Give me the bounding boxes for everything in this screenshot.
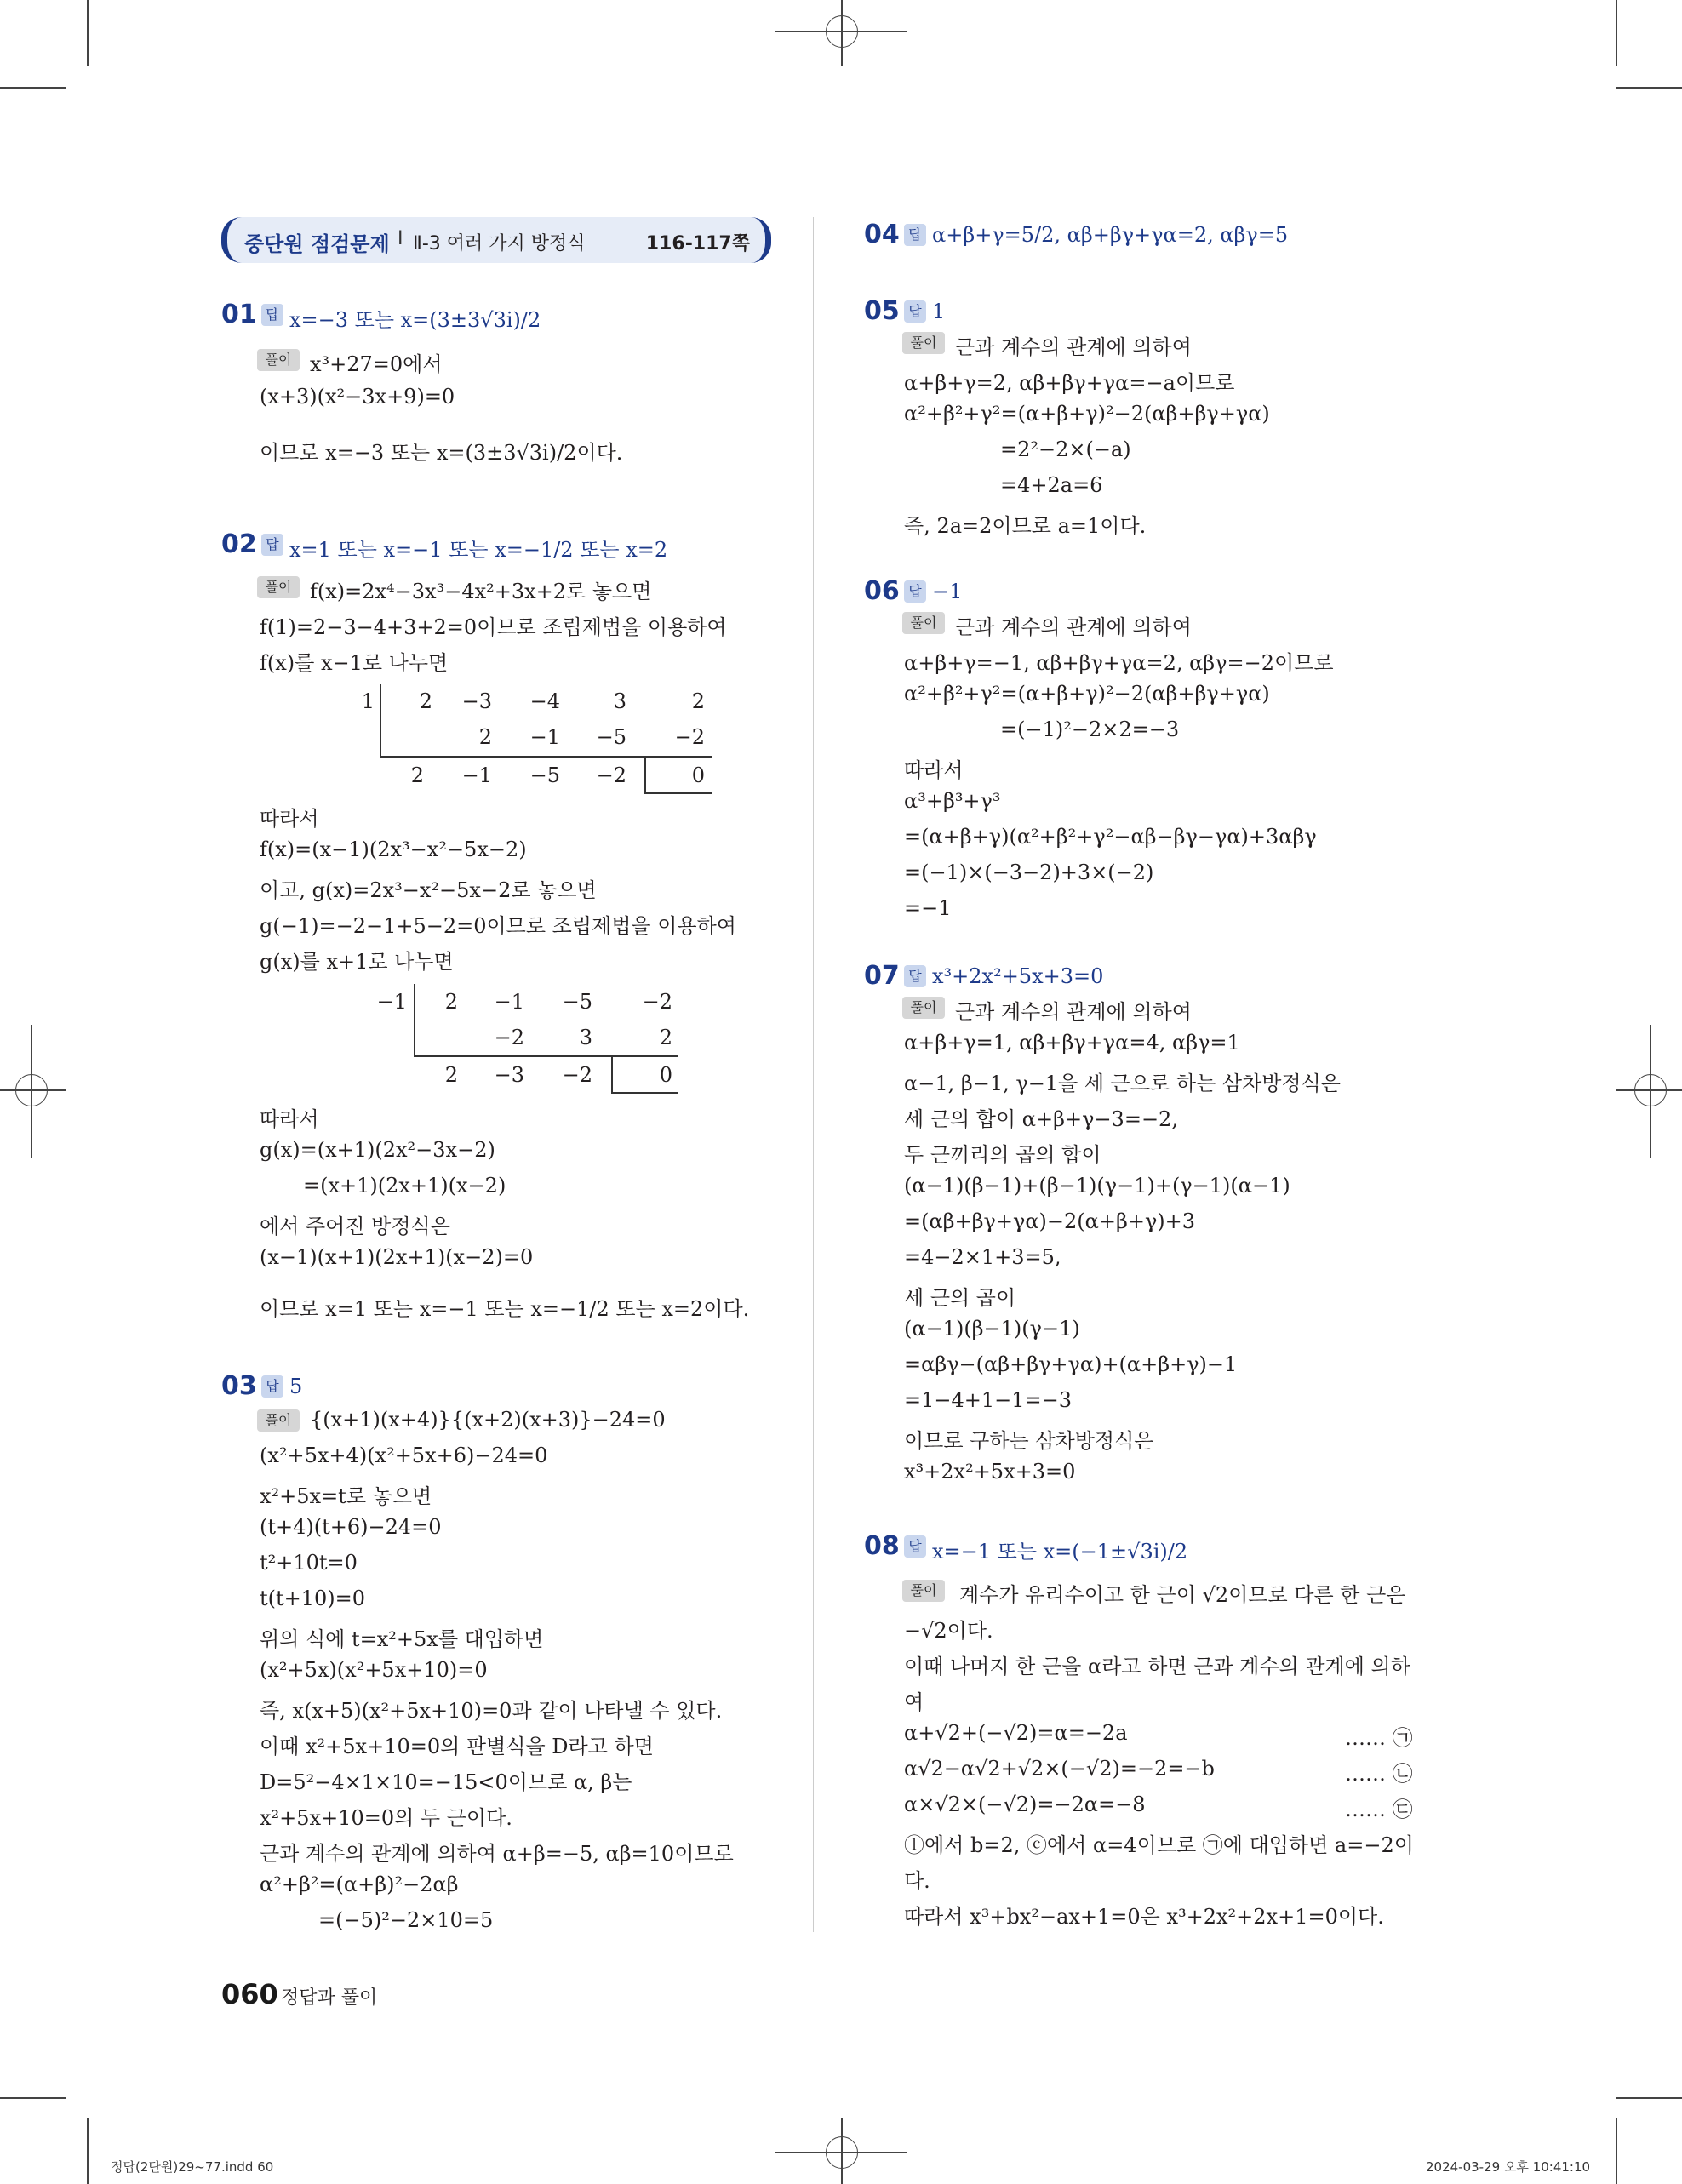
synth-cell: −4	[529, 689, 560, 713]
answer-text: 5	[289, 1375, 303, 1398]
solution-line: α√2−α√2+√2×(−√2)=−2=−b	[904, 1757, 1215, 1781]
synth-remainder-box	[611, 1055, 613, 1093]
solution-line: α+√2+(−√2)=α=−2a	[904, 1721, 1128, 1745]
solution-line: 여	[904, 1690, 924, 1714]
solution-line: α+β+γ=2, αβ+βγ+γα=−a이므로	[904, 371, 1235, 395]
crop-mark	[1616, 0, 1617, 66]
solution-line: g(−1)=−2−1+5−2=0이므로 조립제법을 이용하여	[260, 914, 736, 938]
answer-tag: 답	[261, 534, 283, 556]
solution-line: (x−1)(x+1)(2x+1)(x−2)=0	[260, 1245, 534, 1269]
solution-line: g(x)를 x+1로 나누면	[260, 950, 454, 974]
synth-cell: −2	[674, 725, 705, 749]
answer-tag: 답	[904, 1535, 926, 1558]
problem-number: 02	[221, 529, 257, 559]
answer-text: α+β+γ=5/2, αβ+βγ+γα=2, αβγ=5	[932, 223, 1289, 247]
synth-divisor: −1	[376, 990, 407, 1014]
problem-number: 04	[864, 220, 900, 249]
registration-mark	[1616, 1089, 1682, 1091]
header-section: Ⅱ-3 여러 가지 방정식	[413, 233, 586, 254]
crop-mark	[1616, 87, 1682, 89]
synth-line	[414, 1055, 678, 1057]
problem-number: 01	[221, 300, 257, 329]
solution-line: 계수가 유리수이고 한 근이 √2이므로 다른 한 근은	[959, 1583, 1406, 1607]
answer-tag: 답	[904, 224, 926, 246]
synth-cell: −1	[494, 990, 524, 1014]
synth-cell: −2	[642, 990, 672, 1014]
problem-number: 05	[864, 296, 900, 326]
solution-line: =1−4+1−1=−3	[904, 1388, 1073, 1412]
solution-line: g(x)=(x+1)(2x²−3x−2)	[260, 1138, 495, 1162]
solution-line: 즉, 2a=2이므로 a=1이다.	[904, 514, 1147, 538]
crop-mark	[87, 2118, 89, 2184]
solution-line: 근과 계수의 관계에 의하여 α+β=−5, αβ=10이므로	[260, 1842, 734, 1866]
solution-line: 위의 식에 t=x²+5x를 대입하면	[260, 1627, 544, 1651]
solution-line: α+β+γ=−1, αβ+βγ+γα=2, αβγ=−2이므로	[904, 651, 1334, 675]
solution-line: {(x+1)(x+4)}{(x+2)(x+3)}−24=0	[310, 1408, 666, 1432]
solution-tag: 풀이	[257, 1409, 300, 1432]
synth-cell: 2	[444, 990, 458, 1014]
solution-line: =4+2a=6	[1000, 473, 1103, 497]
page-number: 060	[221, 1978, 278, 2010]
registration-mark	[841, 2118, 843, 2184]
solution-line: 즉, x(x+5)(x²+5x+10)=0과 같이 나타낼 수 있다.	[260, 1699, 723, 1723]
registration-mark	[31, 1025, 32, 1158]
solution-line: 따라서	[260, 807, 319, 831]
crop-mark	[0, 87, 66, 89]
synth-line	[380, 756, 712, 758]
solution-line: =(−5)²−2×10=5	[318, 1908, 494, 1932]
answer-tag: 답	[261, 304, 283, 326]
solution-line: t²+10t=0	[260, 1551, 358, 1575]
solution-line: ⓛ에서 b=2, ⓒ에서 α=4이므로 ㉠에 대입하면 a=−2이	[904, 1833, 1414, 1857]
answer-tag: 답	[904, 300, 926, 323]
synth-cell: −1	[461, 763, 492, 787]
column-divider	[813, 217, 814, 1932]
solution-tag: 풀이	[257, 576, 300, 598]
solution-line: α²+β²=(α+β)²−2αβ	[260, 1872, 459, 1896]
synth-cell: −3	[461, 689, 492, 713]
synth-cell: −2	[596, 763, 626, 787]
solution-line: 이때 나머지 한 근을 α라고 하면 근과 계수의 관계에 의하	[904, 1655, 1410, 1678]
answer-text: x³+2x²+5x+3=0	[932, 964, 1104, 988]
synth-cell: 2	[410, 763, 424, 787]
solution-line: 에서 주어진 방정식은	[260, 1215, 450, 1238]
solution-line: 세 근의 합이 α+β+γ−3=−2,	[904, 1107, 1178, 1131]
synth-remainder-box	[644, 756, 646, 793]
solution-line: =(−1)×(−3−2)+3×(−2)	[904, 860, 1154, 884]
solution-line: 이므로 x=−3 또는 x=(3±3√3i)/2이다.	[260, 441, 623, 465]
solution-tag: 풀이	[902, 997, 945, 1019]
file-slug: 정답(2단원)29~77.indd 60	[111, 2159, 274, 2175]
solution-line: =2²−2×(−a)	[1000, 437, 1131, 461]
solution-line: 근과 계수의 관계에 의하여	[955, 1000, 1192, 1024]
synth-cell: 3	[613, 689, 626, 713]
solution-mark: …… ㉡	[1345, 1762, 1413, 1786]
solution-line: α²+β²+γ²=(α+β+γ)²−2(αβ+βγ+γα)	[904, 682, 1270, 706]
crop-mark	[0, 2097, 66, 2099]
solution-line: x³+27=0에서	[310, 352, 443, 376]
solution-tag: 풀이	[902, 332, 945, 354]
solution-line: 이므로 x=1 또는 x=−1 또는 x=−1/2 또는 x=2이다.	[260, 1297, 750, 1321]
solution-line: x²+5x=t로 놓으면	[260, 1484, 432, 1508]
synth-remainder: 0	[659, 1063, 672, 1087]
solution-line: 이므로 구하는 삼차방정식은	[904, 1429, 1154, 1453]
solution-mark: …… ㉠	[1345, 1726, 1413, 1750]
solution-line: =(−1)²−2×2=−3	[1000, 718, 1180, 741]
synth-remainder-box	[644, 792, 712, 794]
solution-line: −√2이다.	[904, 1619, 993, 1643]
solution-line: =(αβ+βγ+γα)−2(α+β+γ)+3	[904, 1209, 1196, 1233]
synth-cell: −5	[562, 990, 592, 1014]
solution-line: 이고, g(x)=2x³−x²−5x−2로 놓으면	[260, 878, 597, 902]
crop-mark	[1616, 2097, 1682, 2099]
solution-line: =(α+β+γ)(α²+β²+γ²−αβ−βγ−γα)+3αβγ	[904, 825, 1317, 849]
answer-text: 1	[932, 300, 946, 323]
synth-cell: 2	[419, 689, 432, 713]
solution-line: (α−1)(β−1)(γ−1)	[904, 1317, 1080, 1341]
synth-cell: −2	[562, 1063, 592, 1087]
problem-number: 07	[864, 961, 900, 991]
solution-line: f(x)를 x−1로 나누면	[260, 651, 449, 675]
solution-line: (t+4)(t+6)−24=0	[260, 1515, 442, 1539]
solution-line: 다.	[904, 1869, 930, 1893]
synth-remainder: 0	[691, 763, 705, 787]
solution-line: =4−2×1+3=5,	[904, 1245, 1061, 1269]
solution-line: 따라서	[260, 1107, 319, 1131]
solution-tag: 풀이	[902, 1580, 945, 1602]
header-separator: I	[398, 228, 403, 249]
synth-divisor: 1	[361, 689, 375, 713]
crop-mark	[87, 0, 89, 66]
solution-mark: …… ㉢	[1345, 1798, 1413, 1821]
page-label: 정답과 풀이	[281, 1987, 378, 2009]
answer-text: x=−1 또는 x=(−1±√3i)/2	[932, 1540, 1188, 1564]
solution-line: α²+β²+γ²=(α+β+γ)²−2(αβ+βγ+γα)	[904, 402, 1270, 426]
solution-line: 근과 계수의 관계에 의하여	[955, 335, 1192, 359]
timestamp: 2024-03-29 오후 10:41:10	[1426, 2159, 1591, 2175]
solution-line: 따라서 x³+bx²−ax+1=0은 x³+2x²+2x+1=0이다.	[904, 1905, 1384, 1929]
solution-line: f(1)=2−3−4+3+2=0이므로 조립제법을 이용하여	[260, 615, 727, 639]
solution-line: =−1	[904, 896, 952, 920]
solution-line: x³+2x²+5x+3=0	[904, 1460, 1076, 1484]
solution-line: (x²+5x)(x²+5x+10)=0	[260, 1658, 488, 1682]
problem-number: 08	[864, 1531, 900, 1561]
solution-line: =αβγ−(αβ+βγ+γα)+(α+β+γ)−1	[904, 1352, 1238, 1376]
solution-line: 두 근끼리의 곱의 합이	[904, 1143, 1101, 1167]
solution-line: (x²+5x+4)(x²+5x+6)−24=0	[260, 1444, 548, 1467]
answer-tag: 답	[904, 580, 926, 603]
solution-tag: 풀이	[902, 612, 945, 634]
answer-text: x=−3 또는 x=(3±3√3i)/2	[289, 308, 541, 332]
solution-line: 따라서	[904, 758, 964, 782]
solution-line: (α−1)(β−1)+(β−1)(γ−1)+(γ−1)(α−1)	[904, 1174, 1290, 1198]
synth-cell: −3	[494, 1063, 524, 1087]
answer-tag: 답	[261, 1375, 283, 1398]
solution-line: 세 근의 곱이	[904, 1286, 1016, 1310]
solution-line: t(t+10)=0	[260, 1587, 366, 1610]
synth-cell: 3	[579, 1026, 592, 1049]
header-pages: 116-117쪽	[645, 233, 750, 254]
solution-line: α×√2×(−√2)=−2α=−8	[904, 1792, 1146, 1816]
registration-mark	[841, 0, 843, 66]
solution-line: α³+β³+γ³	[904, 789, 1001, 813]
registration-mark	[1650, 1025, 1651, 1158]
problem-number: 06	[864, 576, 900, 606]
synth-cell: 2	[444, 1063, 458, 1087]
solution-line: 이때 x²+5x+10=0의 판별식을 D라고 하면	[260, 1735, 654, 1758]
crop-mark	[1616, 2118, 1617, 2184]
problem-number: 03	[221, 1371, 257, 1401]
synth-cell: −1	[529, 725, 560, 749]
solution-line: D=5²−4×1×10=−15<0이므로 α, β는	[260, 1770, 632, 1794]
section-header	[221, 217, 771, 263]
synth-cell: 2	[691, 689, 705, 713]
synth-cell: −5	[529, 763, 560, 787]
solution-line: α−1, β−1, γ−1을 세 근으로 하는 삼차방정식은	[904, 1072, 1341, 1095]
synth-cell: 2	[659, 1026, 672, 1049]
synth-cell: −5	[596, 725, 626, 749]
solution-line: x²+5x+10=0의 두 근이다.	[260, 1806, 512, 1830]
solution-line: =(x+1)(2x+1)(x−2)	[303, 1174, 506, 1198]
solution-line: f(x)=2x⁴−3x³−4x²+3x+2로 놓으면	[310, 580, 652, 603]
synth-remainder-box	[611, 1092, 678, 1094]
registration-mark	[0, 1089, 66, 1091]
solution-line: 근과 계수의 관계에 의하여	[955, 615, 1192, 639]
header-title: 중단원 점검문제	[244, 232, 390, 256]
solution-tag: 풀이	[257, 349, 300, 371]
answer-text: −1	[932, 580, 963, 603]
solution-line: (x+3)(x²−3x+9)=0	[260, 385, 455, 409]
synth-cell: 2	[478, 725, 492, 749]
synth-cell: −2	[494, 1026, 524, 1049]
answer-text: x=1 또는 x=−1 또는 x=−1/2 또는 x=2	[289, 538, 668, 562]
solution-line: α+β+γ=1, αβ+βγ+γα=4, αβγ=1	[904, 1031, 1240, 1055]
solution-line: f(x)=(x−1)(2x³−x²−5x−2)	[260, 838, 527, 861]
answer-tag: 답	[904, 965, 926, 987]
